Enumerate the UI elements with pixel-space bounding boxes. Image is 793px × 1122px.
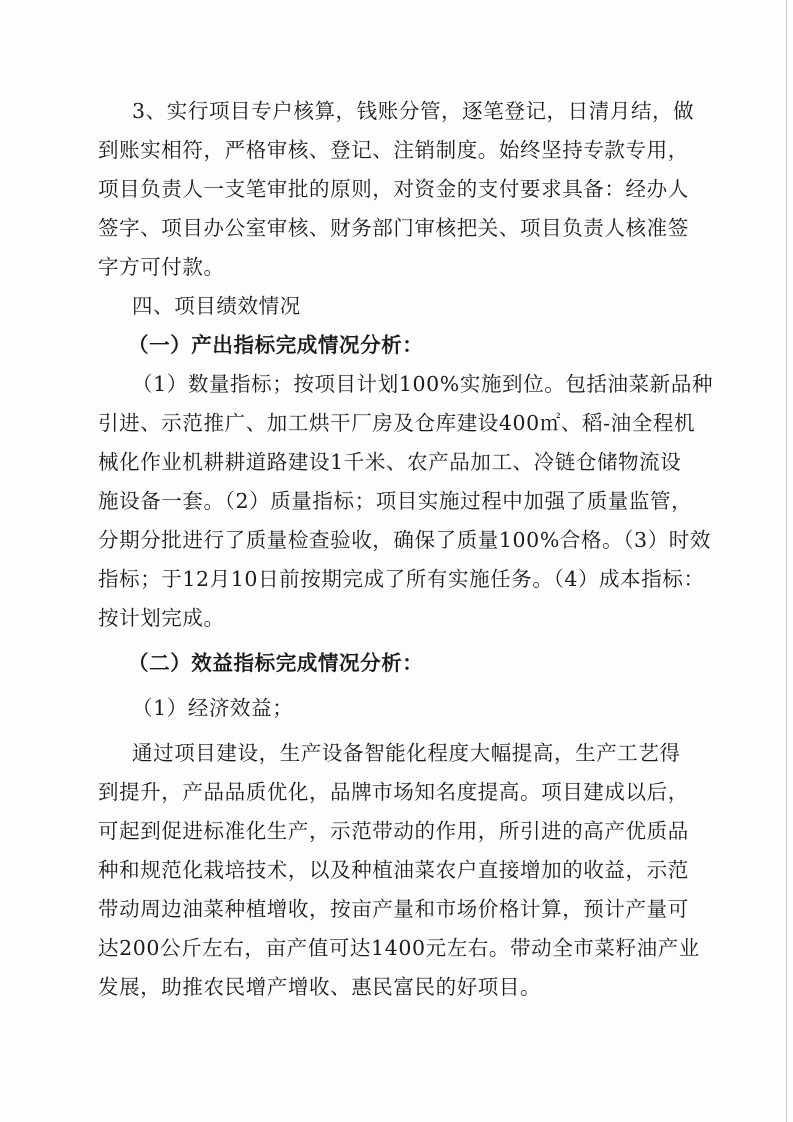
paragraph-line: 分期分批进行了质量检查验收，确保了质量100%合格。（3）时效 bbox=[98, 528, 711, 552]
paragraph-line: 可起到促进标准化生产，示范带动的作用，所引进的高产优质品 bbox=[98, 819, 689, 843]
paragraph-line: 到账实相符，严格审核、登记、注销制度。始终坚持专款专用， bbox=[98, 138, 689, 162]
paragraph-line: 达200公斤左右，亩产值可达1400元左右。带动全市菜籽油产业 bbox=[98, 936, 700, 960]
paragraph-line: 签字、项目办公室审核、财务部门审核把关、项目负责人核准签 bbox=[98, 216, 689, 240]
paragraph-line: 引进、示范推广、加工烘干厂房及仓库建设400㎡、稻-油全程机 bbox=[98, 411, 696, 435]
paragraph-line: 发展，助推农民增产增收、惠民富民的好项目。 bbox=[98, 975, 542, 999]
paragraph-line: （1）数量指标；按项目计划100%实施到位。包括油菜新品种 bbox=[132, 372, 714, 396]
paragraph-line: 带动周边油菜种植增收，按亩产量和市场价格计算，预计产量可 bbox=[98, 897, 689, 921]
paragraph-line: （1）经济效益； bbox=[132, 696, 294, 720]
document-body bbox=[98, 92, 714, 1007]
paragraph-line: 项目负责人一支笔审批的原则，对资金的支付要求具备：经办人 bbox=[98, 177, 689, 201]
paragraph-line: 到提升，产品品质优化，品牌市场知名度提高。项目建成以后， bbox=[98, 780, 689, 804]
paragraph-line: 施设备一套。（2）质量指标；项目实施过程中加强了质量监管， bbox=[98, 489, 693, 513]
paragraph-line: 种和规范化栽培技术，以及种植油菜农户直接增加的收益，示范 bbox=[98, 858, 689, 882]
section-heading: 四、项目绩效情况 bbox=[132, 294, 301, 318]
paragraph-line: 按计划完成。 bbox=[98, 606, 225, 630]
paragraph-line: 3、实行项目专户核算，钱账分管，逐笔登记，日清月结，做 bbox=[132, 99, 695, 123]
subsection-heading: （二）效益指标完成情况分析： bbox=[128, 651, 424, 675]
paragraph-line: 指标；于12月10日前按期完成了所有实施任务。（4）成本指标： bbox=[98, 567, 705, 591]
subsection-heading: （一）产出指标完成情况分析： bbox=[128, 333, 424, 357]
paragraph-line: 械化作业机耕耕道路建设1千米、农产品加工、冷链仓储物流设 bbox=[98, 450, 682, 474]
paragraph-line: 通过项目建设，生产设备智能化程度大幅提高，生产工艺得 bbox=[132, 741, 681, 765]
page-edge-divider bbox=[786, 0, 787, 1122]
paragraph-line: 字方可付款。 bbox=[98, 255, 225, 279]
